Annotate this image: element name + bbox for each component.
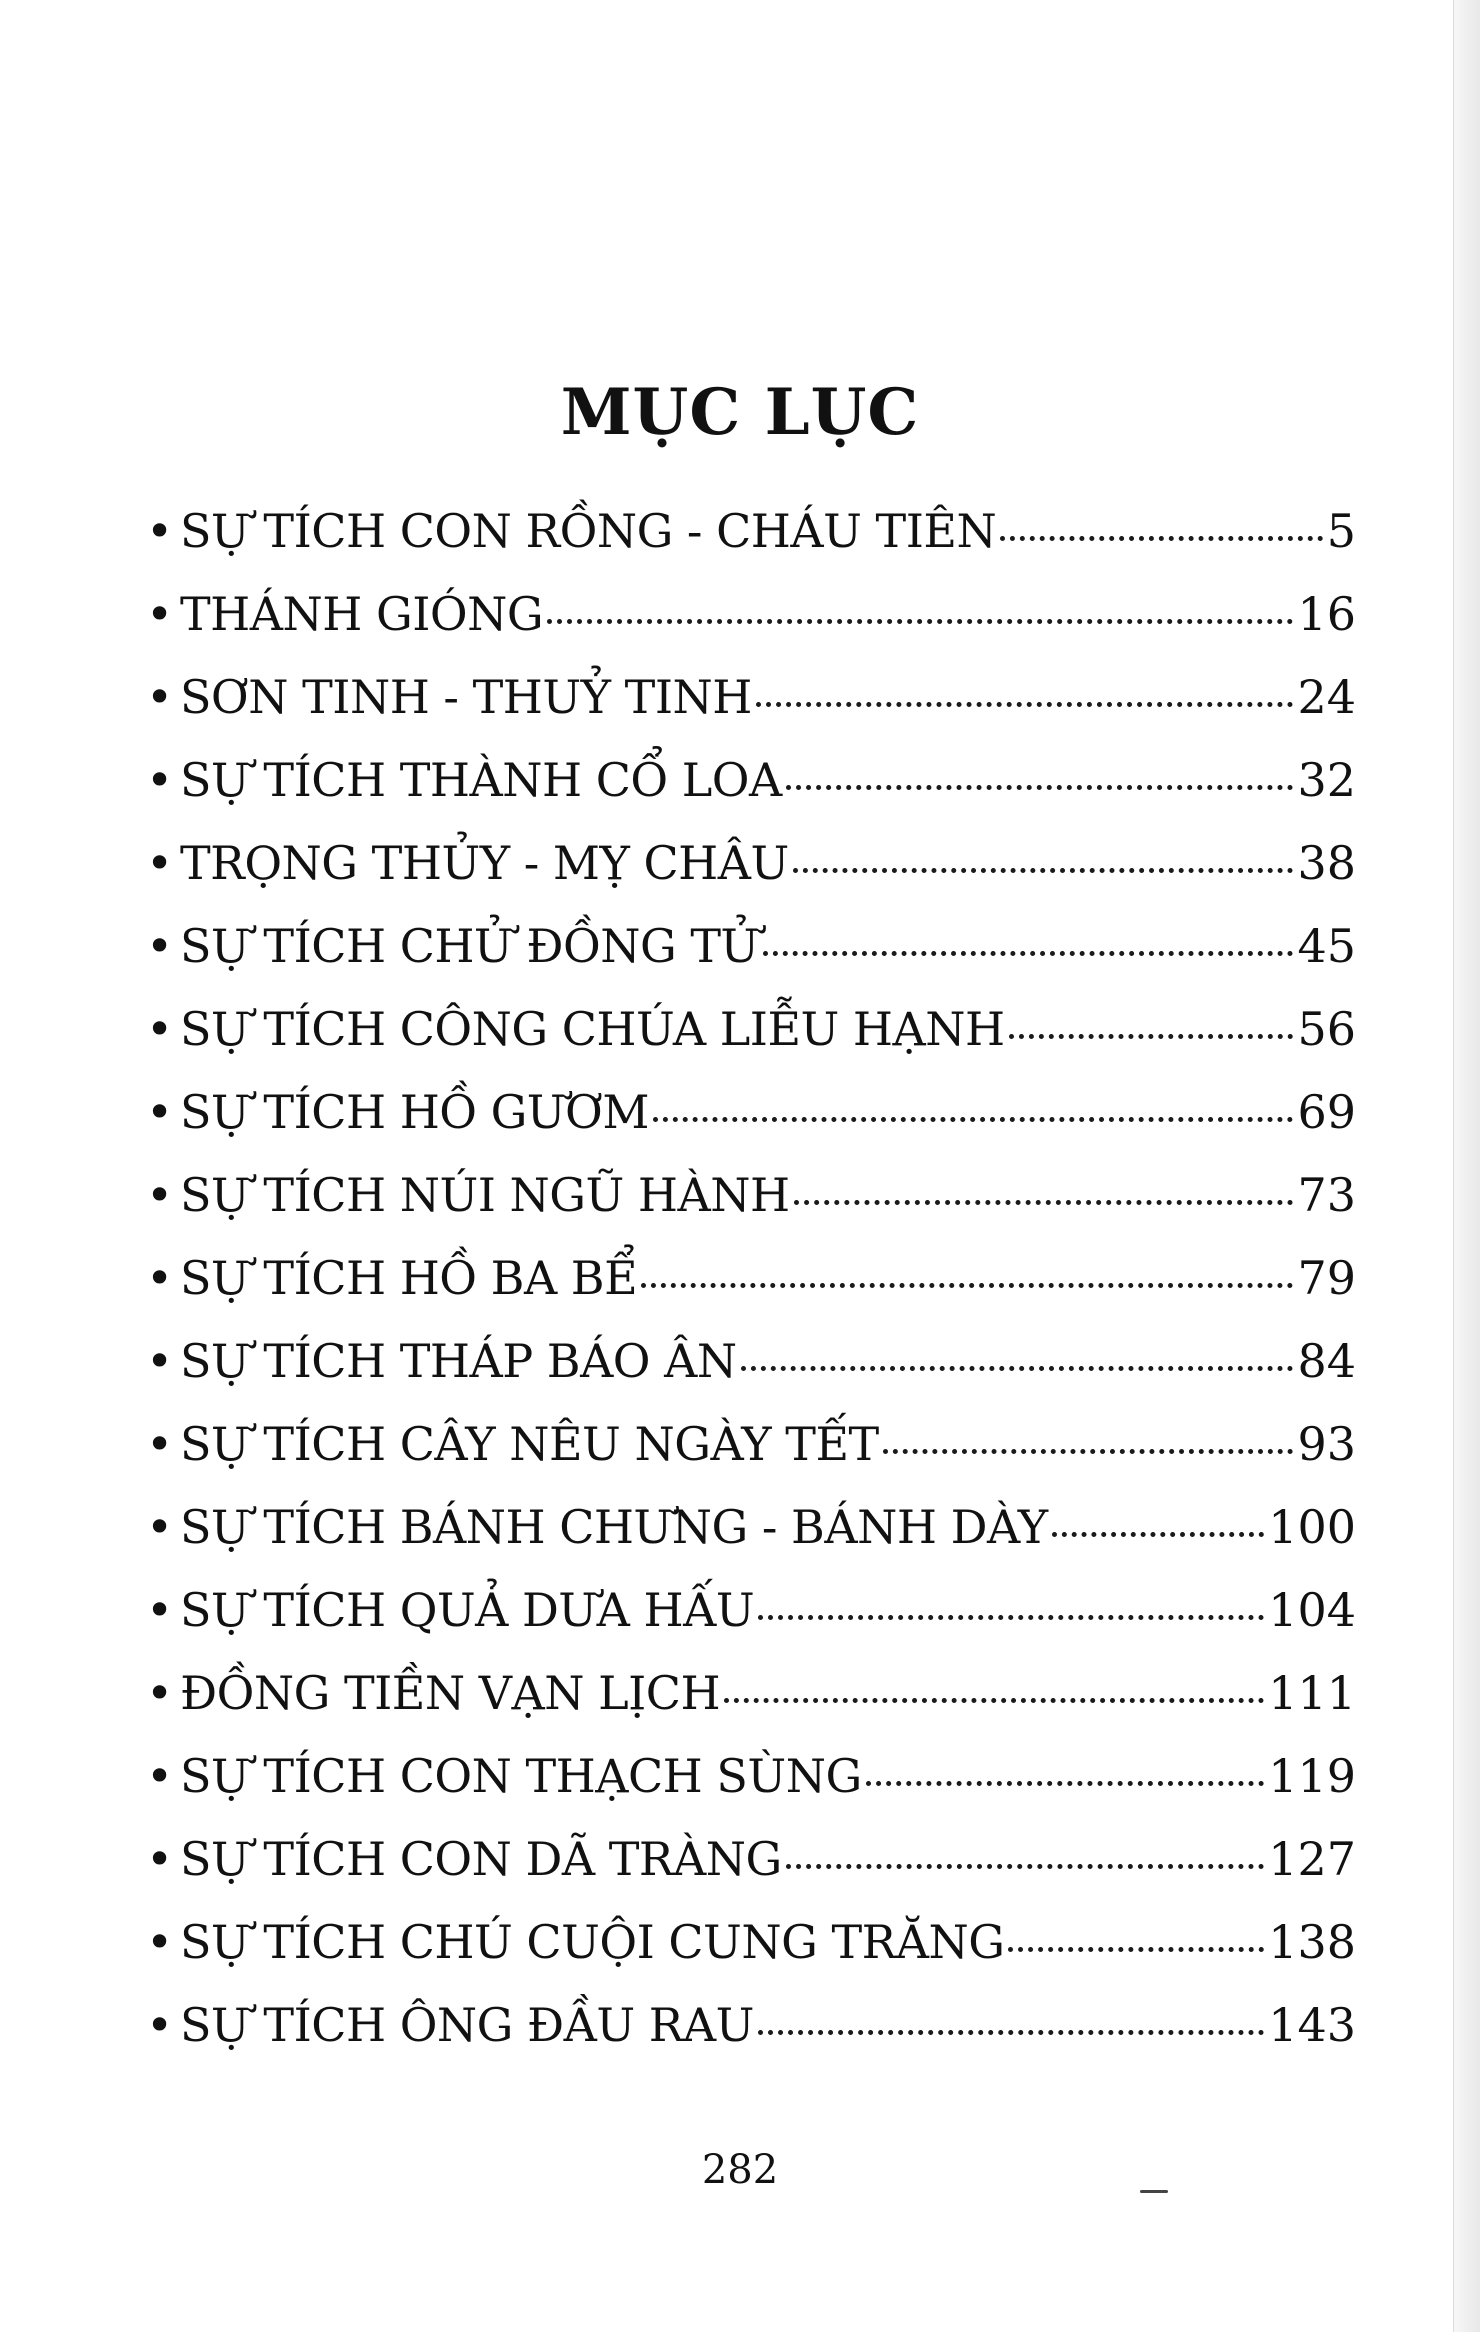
toc-entry-page-number: 24 (1297, 670, 1356, 724)
dot-leader (756, 702, 1294, 707)
bullet-icon: • (146, 1749, 174, 1803)
bullet-icon: • (146, 1500, 174, 1554)
toc-entry-title: SỰ TÍCH HỒ GƯƠM (180, 1085, 649, 1139)
dot-leader (641, 1283, 1293, 1288)
dot-leader (1009, 1034, 1294, 1039)
toc-entry[interactable] (146, 1652, 1356, 1735)
toc-entry[interactable] (146, 1818, 1356, 1901)
toc-entry-page-number: 100 (1268, 1500, 1356, 1554)
dot-leader (1008, 1947, 1264, 1952)
toc-entry-page-number: 93 (1297, 1417, 1356, 1471)
toc-entry-title: SỰ TÍCH THÁP BÁO ÂN (180, 1334, 737, 1388)
toc-entry-page-number: 45 (1297, 919, 1356, 973)
dot-leader (741, 1366, 1294, 1371)
dot-leader (794, 1200, 1294, 1205)
toc-entry-page-number: 104 (1268, 1583, 1356, 1637)
toc-entry-title: TRỌNG THỦY - MỴ CHÂU (180, 836, 789, 890)
bullet-icon: • (146, 1915, 174, 1969)
toc-entry[interactable] (146, 1071, 1356, 1154)
toc-entry[interactable] (146, 1984, 1356, 2067)
dot-leader (763, 951, 1294, 956)
toc-entry-page-number: 138 (1268, 1915, 1356, 1969)
toc-entry-page-number: 5 (1326, 504, 1356, 558)
dot-leader (653, 1117, 1293, 1122)
toc-entry-page-number: 127 (1268, 1832, 1356, 1886)
toc-entry[interactable] (146, 988, 1356, 1071)
toc-entry-page-number: 84 (1297, 1334, 1356, 1388)
toc-entry-title: SỰ TÍCH CON RỒNG - CHÁU TIÊN (180, 504, 997, 558)
page-edge-shadow (1453, 0, 1480, 2332)
toc-entry[interactable] (146, 739, 1356, 822)
toc-entry-title: SƠN TINH - THUỶ TINH (180, 670, 752, 724)
dot-leader (786, 785, 1294, 790)
toc-entry[interactable] (146, 822, 1356, 905)
toc-entry-title: SỰ TÍCH CÔNG CHÚA LIỄU HẠNH (180, 1002, 1005, 1056)
page-title: MỤC LỤC (560, 374, 920, 450)
dot-leader (724, 1698, 1264, 1703)
toc-entry-title: SỰ TÍCH QUẢ DƯA HẤU (180, 1583, 755, 1637)
toc-entry-title: SỰ TÍCH CHÚ CUỘI CUNG TRĂNG (180, 1915, 1005, 1969)
toc-entry-page-number: 69 (1297, 1085, 1356, 1139)
toc-entry-page-number: 16 (1297, 587, 1356, 641)
dot-leader (786, 1864, 1264, 1869)
dot-leader (1000, 536, 1323, 541)
dot-leader (758, 2030, 1264, 2035)
toc-entry-page-number: 79 (1297, 1251, 1356, 1305)
bullet-icon: • (146, 587, 174, 641)
bullet-icon: • (146, 1168, 174, 1222)
toc-entry[interactable] (146, 490, 1356, 573)
toc-entry[interactable] (146, 1735, 1356, 1818)
scan-artifact-mark (1140, 2190, 1168, 2193)
bullet-icon: • (146, 836, 174, 890)
toc-entry-page-number: 38 (1297, 836, 1356, 890)
toc-entry-title: SỰ TÍCH CON DÃ TRÀNG (180, 1832, 782, 1886)
toc-entry-page-number: 143 (1268, 1998, 1356, 2052)
toc-entry-title: SỰ TÍCH HỒ BA BỂ (180, 1251, 638, 1305)
dot-leader (547, 619, 1293, 624)
bullet-icon: • (146, 1085, 174, 1139)
toc-entry[interactable] (146, 1154, 1356, 1237)
bullet-icon: • (146, 1666, 174, 1720)
toc-entry[interactable] (146, 1486, 1356, 1569)
bullet-icon: • (146, 1251, 174, 1305)
dot-leader (793, 868, 1294, 873)
toc-entry[interactable] (146, 1403, 1356, 1486)
toc-entry-title: THÁNH GIÓNG (180, 587, 544, 641)
bullet-icon: • (146, 1002, 174, 1056)
toc-entry-title: SỰ TÍCH ÔNG ĐẦU RAU (180, 1998, 754, 2052)
bullet-icon: • (146, 753, 174, 807)
toc-entry[interactable] (146, 1569, 1356, 1652)
toc-entry-title: SỰ TÍCH CHỬ ĐỒNG TỬ (180, 919, 759, 973)
bullet-icon: • (146, 1832, 174, 1886)
toc-entry[interactable] (146, 905, 1356, 988)
bullet-icon: • (146, 919, 174, 973)
toc-entry[interactable] (146, 656, 1356, 739)
toc-entry-title: SỰ TÍCH CÂY NÊU NGÀY TẾT (180, 1417, 879, 1471)
toc-entry-page-number: 73 (1297, 1168, 1356, 1222)
bullet-icon: • (146, 670, 174, 724)
toc-entry[interactable] (146, 1901, 1356, 1984)
bullet-icon: • (146, 1417, 174, 1471)
toc-entry[interactable] (146, 1320, 1356, 1403)
toc-entry-page-number: 56 (1297, 1002, 1356, 1056)
page-number: 282 (701, 2147, 779, 2193)
toc-entry-title: ĐỒNG TIỀN VẠN LỊCH (180, 1666, 721, 1720)
dot-leader (758, 1615, 1264, 1620)
bullet-icon: • (146, 1334, 174, 1388)
toc-entry[interactable] (146, 573, 1356, 656)
toc-entry-page-number: 32 (1297, 753, 1356, 807)
toc-entry[interactable] (146, 1237, 1356, 1320)
bullet-icon: • (146, 504, 174, 558)
dot-leader (883, 1449, 1294, 1454)
toc-entry-title: SỰ TÍCH BÁNH CHƯNG - BÁNH DÀY (180, 1500, 1048, 1554)
toc-entry-page-number: 111 (1268, 1666, 1356, 1720)
bullet-icon: • (146, 1998, 174, 2052)
dot-leader (866, 1781, 1264, 1786)
toc-entry-title: SỰ TÍCH NÚI NGŨ HÀNH (180, 1168, 790, 1222)
dot-leader (1052, 1532, 1265, 1537)
toc-entry-title: SỰ TÍCH THÀNH CỔ LOA (180, 753, 782, 807)
toc-entry-title: SỰ TÍCH CON THẠCH SÙNG (180, 1749, 862, 1803)
table-of-contents (146, 490, 1356, 2067)
toc-entry-page-number: 119 (1268, 1749, 1356, 1803)
bullet-icon: • (146, 1583, 174, 1637)
